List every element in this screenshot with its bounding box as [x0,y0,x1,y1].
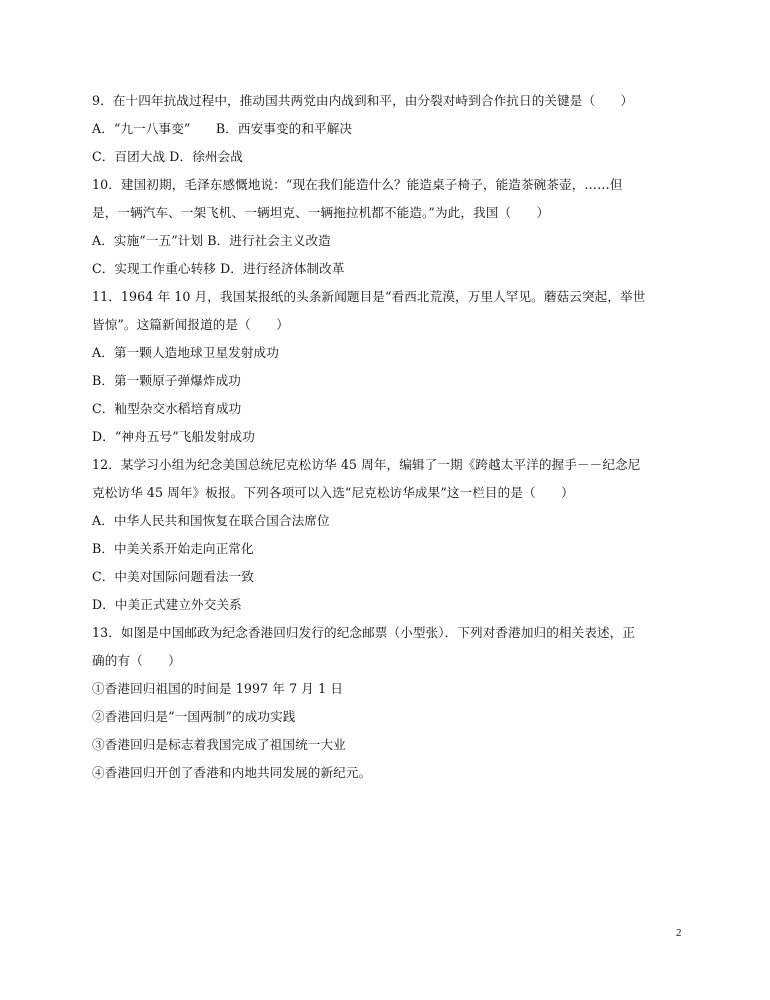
q11-option-c: C．籼型杂交水稻培育成功 [92,401,242,416]
q12-stem-line1: 12．某学习小组为纪念美国总统尼克松访华 45 周年，编辑了一期《跨越太平洋的握手－－纪念尼 [92,457,641,472]
q9-options-cd: C．百团大战 D．徐州会战 [92,149,243,164]
q10-options-cd: C．实现工作重心转移 D．进行经济体制改革 [92,261,345,276]
q12-option-d: D．中美正式建立外交关系 [92,597,242,612]
q11-stem-line1: 11．1964 年 10 月，我国某报纸的头条新闻题目是“看西北荒漠，万里人罕见。蘑菇云突起，举世 [92,289,646,304]
q9-options-ab: A．“九一八事变” B．西安事变的和平解决 [92,121,353,136]
q10-stem-line1: 10．建国初期，毛泽东感慨地说：“现在我们能造什么？能造桌子椅子，能造茶碗茶壶，……但 [92,177,623,192]
q11-stem-line2: 皆惊”。这篇新闻报道的是（ ） [92,317,289,332]
q13-stem-line2: 确的有（ ） [92,653,181,668]
q12-stem-line2: 克松访华 45 周年》板报。下列各项可以入选“尼克松访华成果”这一栏目的是（ ） [92,485,574,500]
q12-option-c: C．中美对国际问题看法一致 [92,569,255,584]
q11-option-d: D．“神舟五号”飞船发射成功 [92,429,255,444]
q11-option-a: A．第一颗人造地球卫星发射成功 [92,345,279,360]
q11-option-b: B．第一颗原子弹爆炸成功 [92,373,241,388]
q13-item-3: ③香港回归是标志着我国完成了祖国统一大业 [92,737,346,752]
q13-stem-line1: 13．如图是中国邮政为纪念香港回归发行的纪念邮票（小型张）．下列对香港加归的相关表述，正 [92,625,636,640]
q12-option-a: A．中华人民共和国恢复在联合国合法席位 [92,513,330,528]
q13-item-2: ②香港回归是“一国两制”的成功实践 [92,709,296,724]
q10-options-ab: A．实施“一五”计划 B．进行社会主义改造 [92,233,331,248]
q10-stem-line2: 是，一辆汽车、一架飞机、一辆坦克、一辆拖拉机都不能造。”为此，我国（ ） [92,205,550,220]
q13-item-1: ①香港回归祖国的时间是 1997 年 7 月 1 日 [92,681,344,696]
q12-option-b: B．中美关系开始走向正常化 [92,541,254,556]
page-number: 2 [676,927,682,939]
q9-stem: 9．在十四年抗战过程中，推动国共两党由内战到和平，由分裂对峙到合作抗日的关键是（ ） [92,93,634,108]
q13-item-4: ④香港回归开创了香港和内地共同发展的新纪元。 [92,765,372,780]
